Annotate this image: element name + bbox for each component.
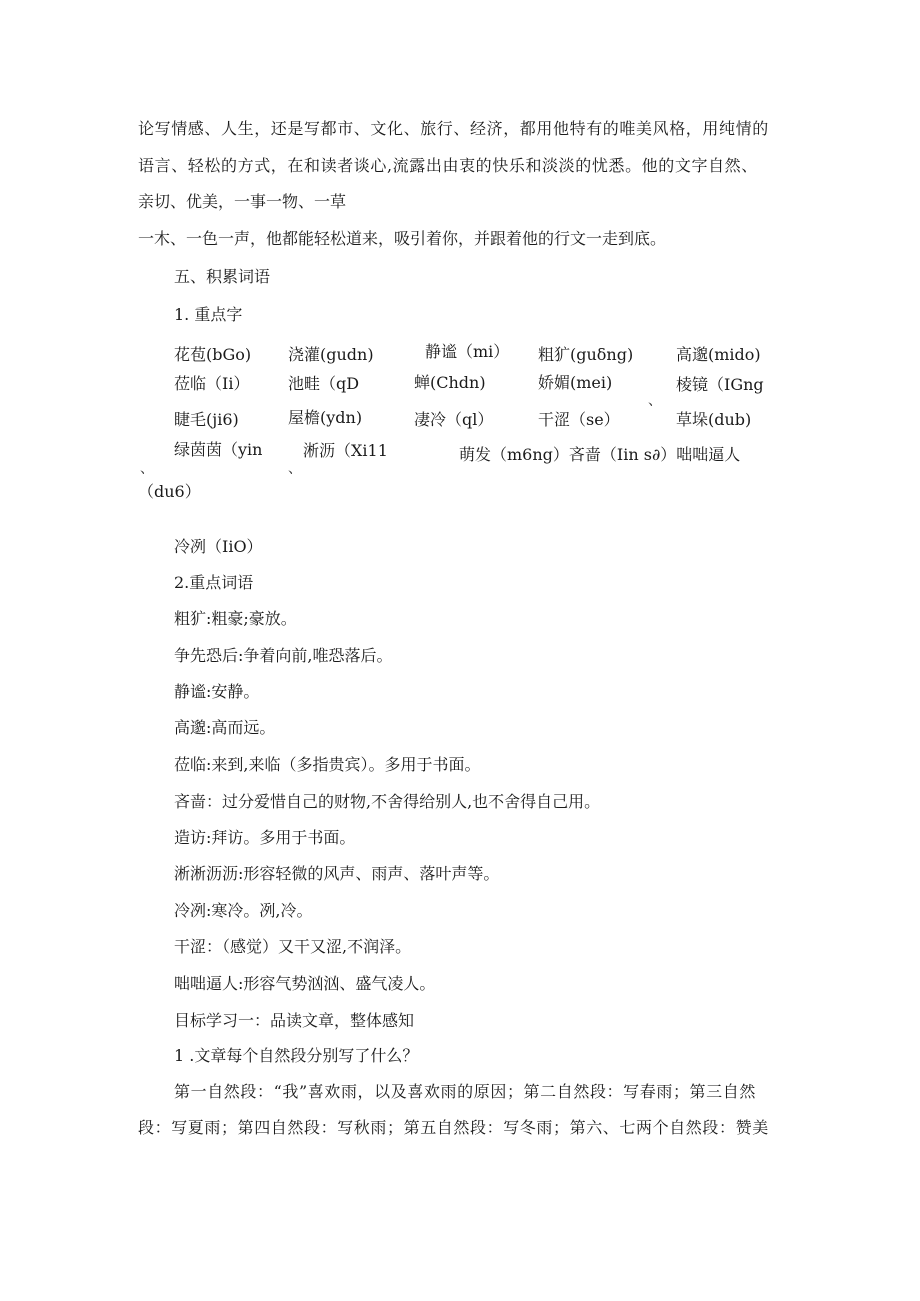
word-pinyin-item: （du6） <box>138 482 201 501</box>
definition-item: 淅淅沥沥:形容轻微的风声、雨声、落叶声等。 <box>174 864 500 883</box>
word-pinyin-item: 高邈(mido) <box>676 345 761 364</box>
goal-question: 1 .文章每个自然段分别写了什么？ <box>174 1046 419 1065</box>
intro-line-4: 一木、一色一声，他都能轻松道来，吸引着你，并跟着他的行文一走到底。 <box>138 229 667 248</box>
goal-answer-line-1: 第一自然段：“我”喜欢雨，以及喜欢雨的原因；第二自然段：写春雨；第三自然 <box>174 1082 756 1101</box>
enumeration-mark: 、 <box>288 461 302 477</box>
key-chars-heading: 1. 重点字 <box>174 305 243 324</box>
word-pinyin-item: 草垛(dub) <box>676 410 752 429</box>
word-pinyin-item: 浇灌(gudn) <box>288 345 374 364</box>
word-pinyin-item: 干涩（se） <box>538 410 620 429</box>
word-pinyin-item: 冷冽（IiO） <box>174 537 263 556</box>
word-pinyin-item: 池畦（qD <box>288 374 360 393</box>
word-pinyin-item: 萌发（m6ng）吝啬（Iin s∂）咄咄逼人 <box>459 445 741 464</box>
definition-item: 高邈:高而远。 <box>174 718 276 737</box>
word-pinyin-item: 棱镜（IGng <box>676 375 764 394</box>
intro-line-3: 亲切、优美，一事一物、一草 <box>138 192 347 211</box>
word-pinyin-item: 花苞(bGo) <box>174 345 252 364</box>
definition-item: 静谧:安静。 <box>174 682 260 701</box>
intro-line-1: 论写情感、人生，还是写都市、文化、旅行、经济，都用他特有的唯美风格，用纯情的 <box>138 119 769 138</box>
word-pinyin-item: 绿茵茵（yin <box>174 440 263 459</box>
definition-item: 造访:拜访。多用于书面。 <box>174 828 356 847</box>
definition-item: 咄咄逼人:形容气势汹汹、盛气凌人。 <box>174 974 436 993</box>
goal-heading: 目标学习一：品读文章，整体感知 <box>174 1011 415 1030</box>
definition-item: 粗犷:粗豪;豪放。 <box>174 609 297 628</box>
definition-item: 争先恐后:争着向前,唯恐落后。 <box>174 646 393 665</box>
section-heading: 五、积累词语 <box>174 267 271 286</box>
key-words-heading: 2.重点词语 <box>174 573 254 592</box>
word-pinyin-item: 娇媚(mei) <box>538 373 613 392</box>
word-pinyin-item: 莅临（Ii） <box>174 374 250 393</box>
word-pinyin-item: 睫毛(ji6) <box>174 410 239 429</box>
intro-line-2: 语言、轻松的方式，在和读者谈心,流露出由衷的快乐和淡淡的忧悉。他的文字自然、 <box>138 156 758 175</box>
definition-item: 冷冽:寒冷。冽,冷。 <box>174 901 313 920</box>
definition-item: 干涩：（感觉）又干又涩,不润泽。 <box>174 937 412 956</box>
word-pinyin-item: 粗犷(guδng) <box>538 345 634 364</box>
goal-answer-line-2: 段：写夏雨；第四自然段：写秋雨；第五自然段：写冬雨；第六、七两个自然段：赞美 <box>138 1118 769 1137</box>
word-pinyin-item: 淅沥（Xi11 <box>303 441 388 460</box>
word-pinyin-item: 静谧（mi） <box>425 342 510 361</box>
definition-item: 莅临:来到,来临（多指贵宾）。多用于书面。 <box>174 755 481 774</box>
definition-item: 吝啬：过分爱惜自己的财物,不舍得给别人,也不舍得自己用。 <box>174 792 601 811</box>
word-pinyin-item: 凄冷（ql） <box>414 410 494 429</box>
enumeration-mark: 、 <box>140 461 154 477</box>
word-pinyin-item: 屋檐(ydn) <box>288 408 363 427</box>
enumeration-mark: 、 <box>648 393 662 409</box>
word-pinyin-item: 蝉(Chdn) <box>414 373 486 392</box>
